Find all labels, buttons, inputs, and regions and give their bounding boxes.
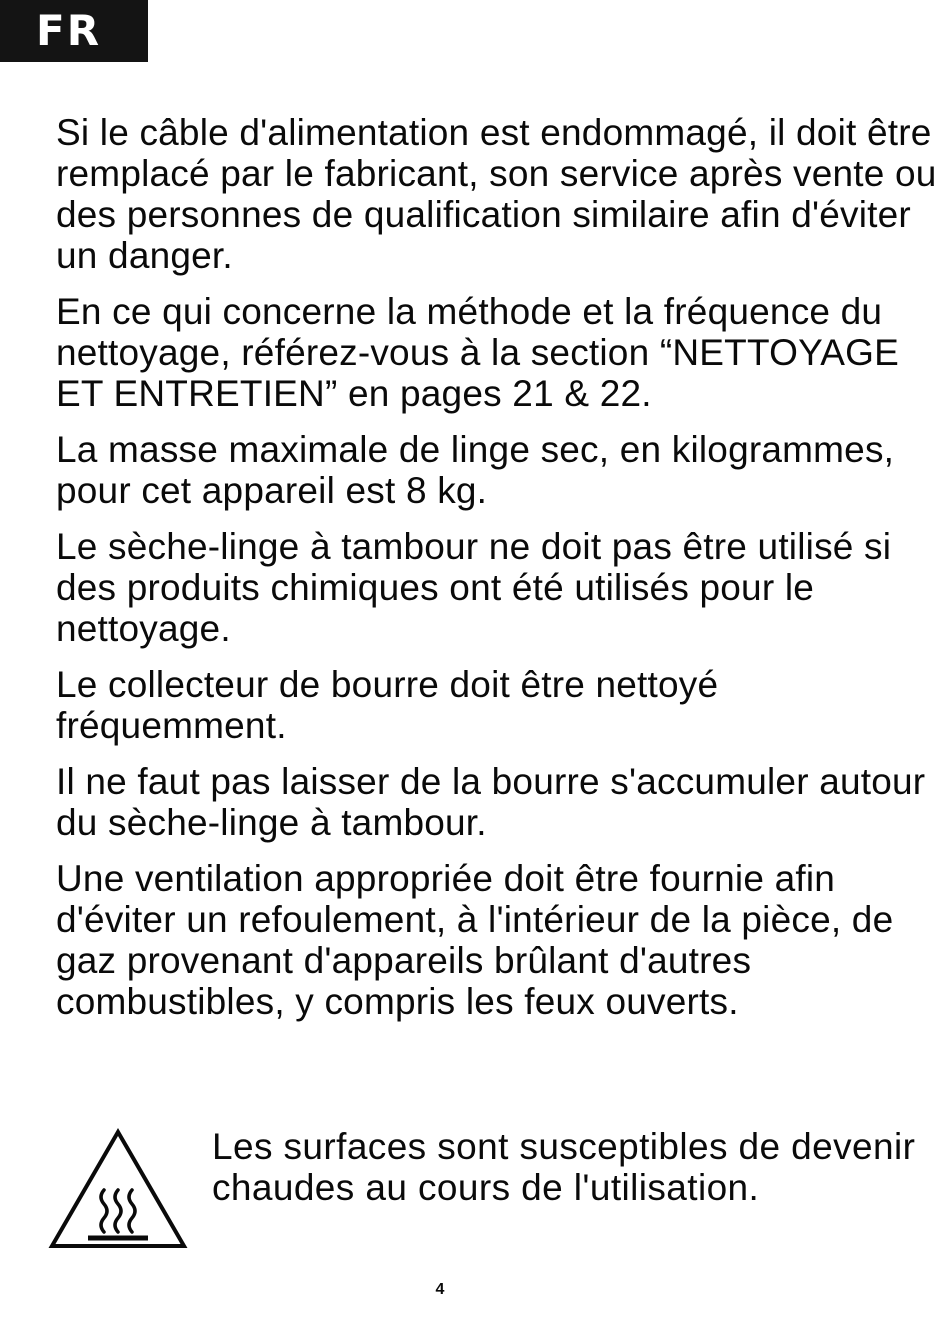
hot-surface-warning <box>48 1126 928 1256</box>
paragraph-max-load: La masse maximale de linge sec, en kilogrammes, pour cet appareil est 8 kg. <box>56 429 895 511</box>
language-tab: FR <box>0 0 148 62</box>
paragraph-power-cable: Si le câble d'alimentation est endommagé, il doit être remplacé par le fabricant, son service après vente ou des personnes de qualification similaire afin d'éviter un danger. <box>56 112 937 276</box>
hot-surface-warning-icon <box>48 1126 188 1250</box>
paragraph-cleaning-method: En ce qui concerne la méthode et la fréquence du nettoyage, référez-vous à la section “NETTOYAGE ET ENTRETIEN” en pages 21 & 22. <box>56 291 899 414</box>
paragraph-lint-accumulation: Il ne faut pas laisser de la bourre s'accumuler autour du sèche-linge à tambour. <box>56 761 926 843</box>
safety-instructions <box>56 112 946 1037</box>
page-number: 4 <box>435 1281 445 1298</box>
hot-surface-warning-text: Les surfaces sont susceptibles de devenir chaudes au cours de l'utilisation. <box>212 1126 916 1208</box>
paragraph-lint-filter: Le collecteur de bourre doit être nettoyé fréquemment. <box>56 664 719 746</box>
paragraph-ventilation: Une ventilation appropriée doit être fournie afin d'éviter un refoulement, à l'intérieur de la pièce, de gaz provenant d'appareils brûlant d'autres combustibles, y compris les feux ouverts. <box>56 858 894 1022</box>
paragraph-chemicals: Le sèche-linge à tambour ne doit pas être utilisé si des produits chimiques ont été utilisés pour le nettoyage. <box>56 526 892 649</box>
